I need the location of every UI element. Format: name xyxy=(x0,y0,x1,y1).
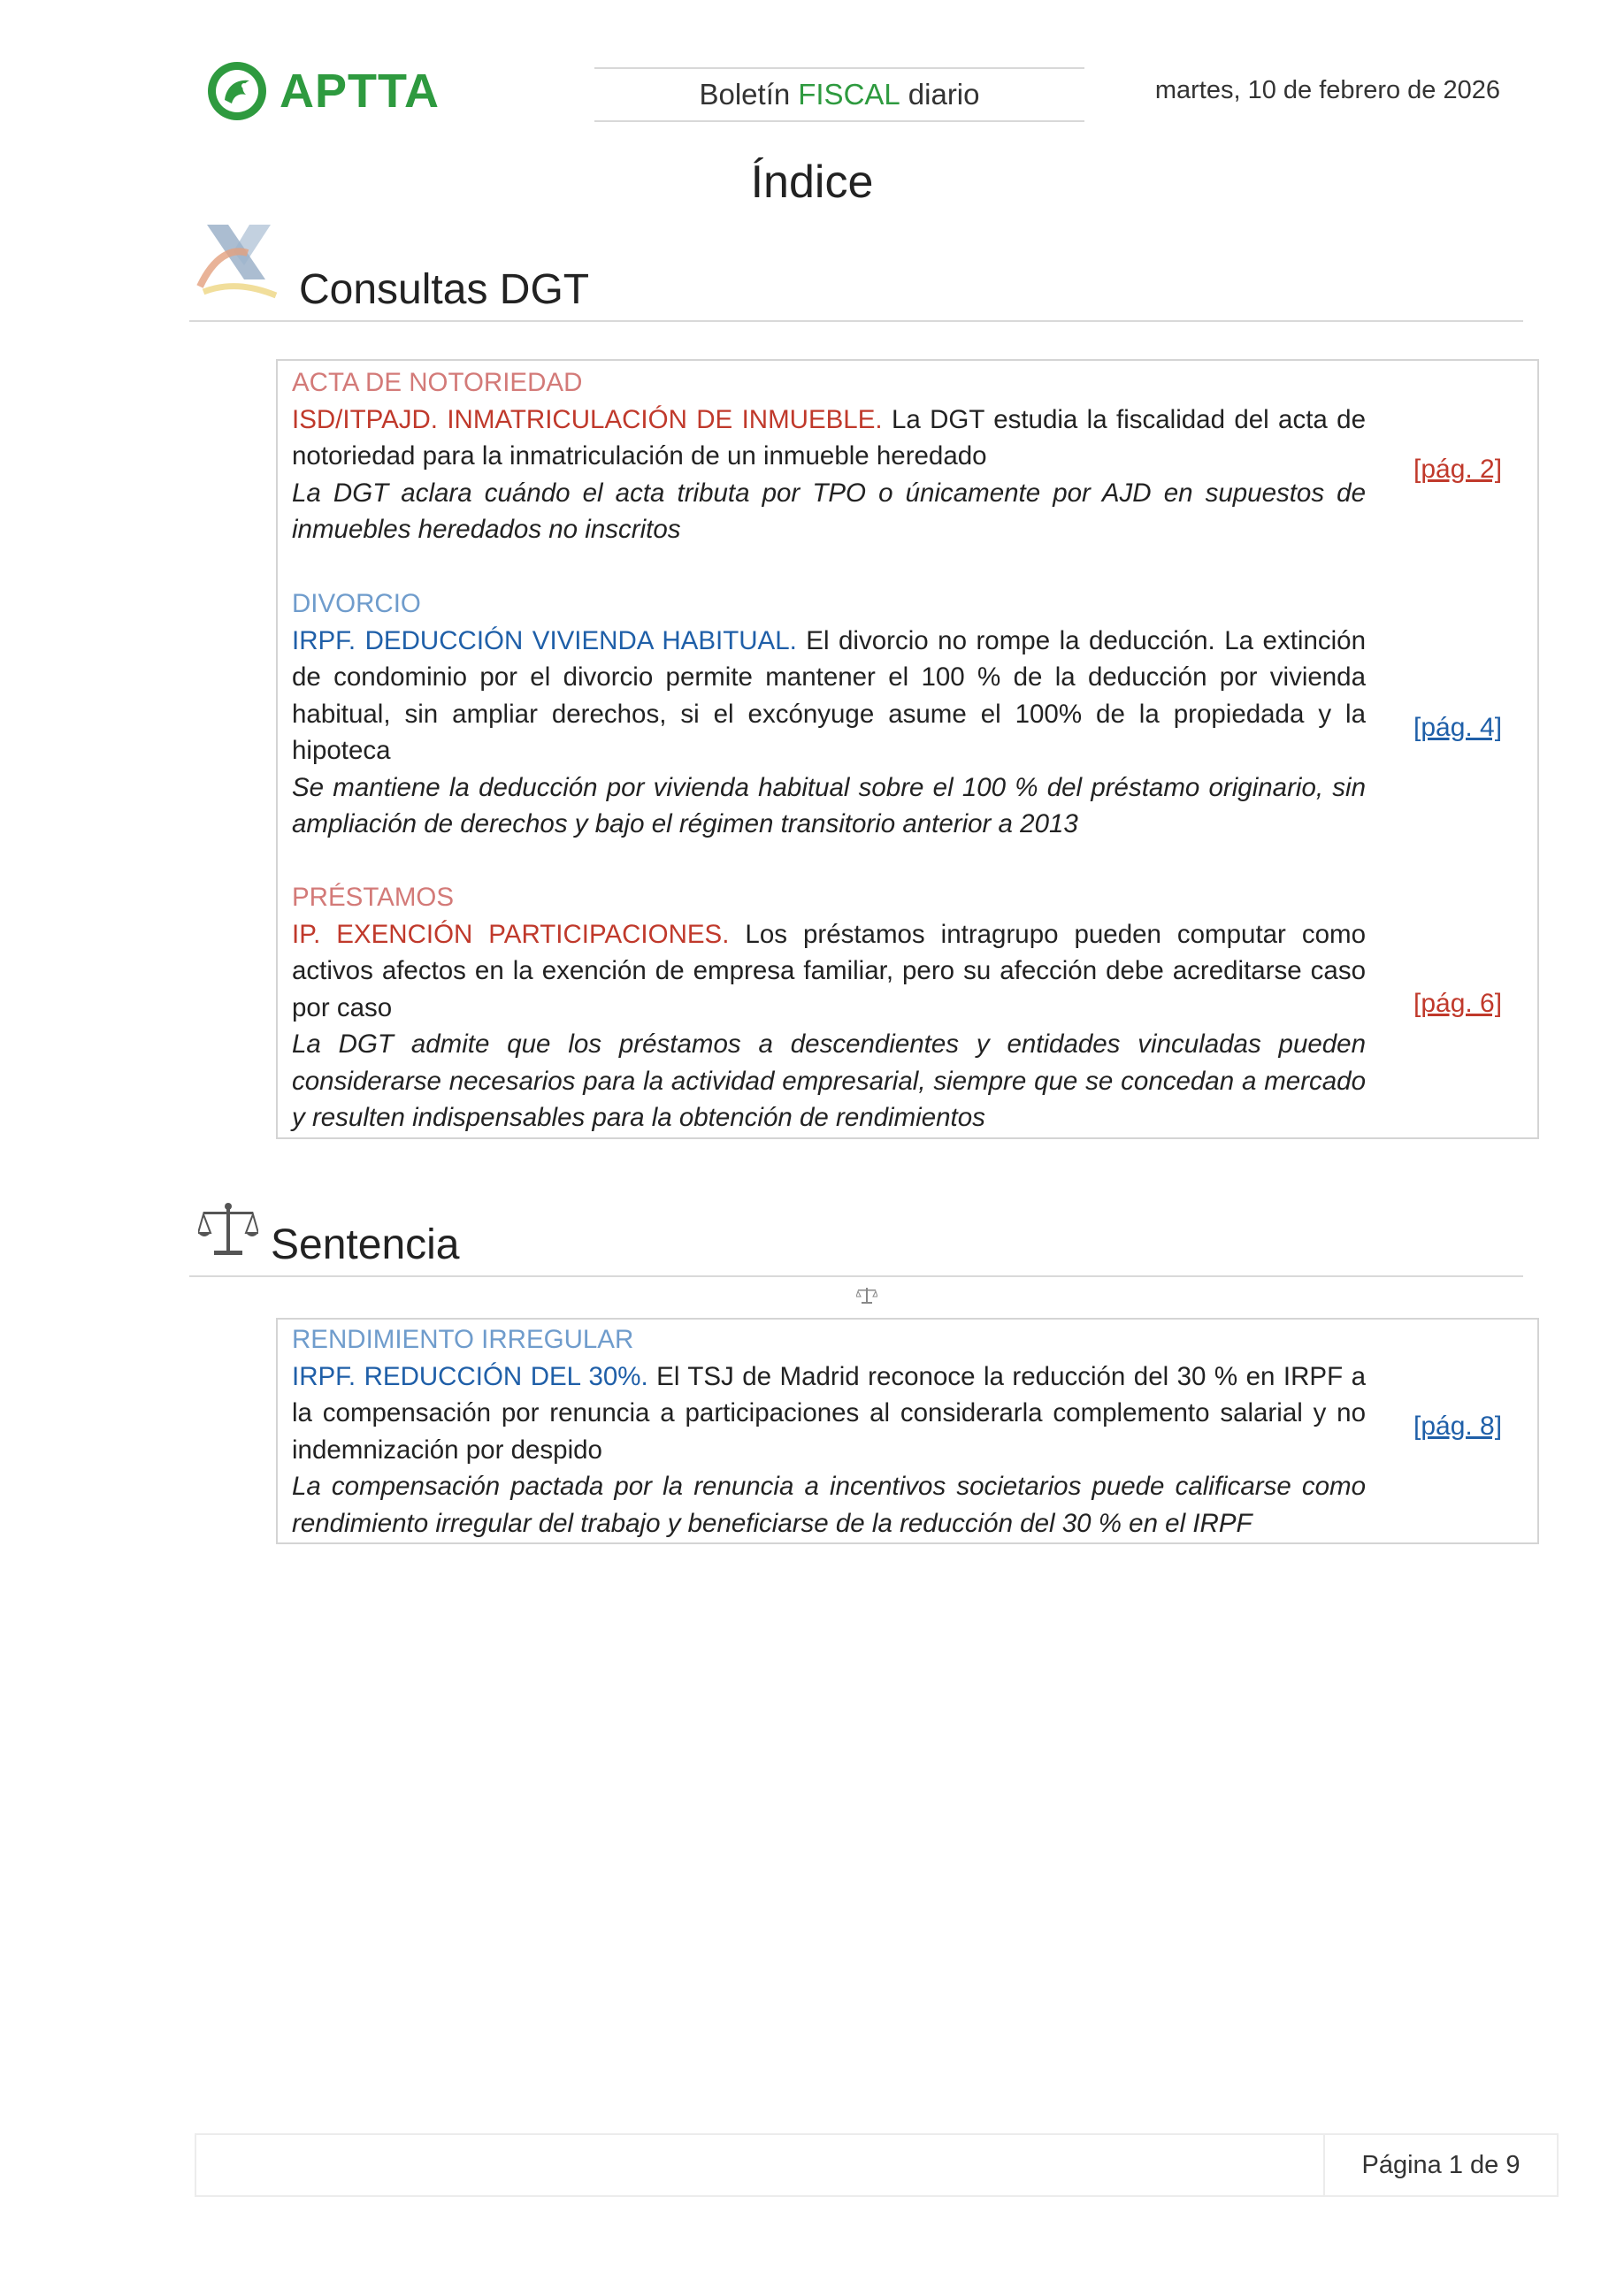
entry-headline: IRPF. DEDUCCIÓN VIVIENDA HABITUAL. xyxy=(292,625,797,655)
footer-left-cell xyxy=(195,2133,1325,2197)
entry-summary: La compensación pactada por la renuncia a incentivos societarios puede calificarse como rendimiento irregular del trabajo y beneficiarse de la reducción del 30 % en el IRPF xyxy=(292,1472,1366,1538)
section-title-sentencia: Sentencia xyxy=(271,1221,460,1268)
section-title-consultas-dgt: Consultas DGT xyxy=(299,266,590,313)
bulletin-date: martes, 10 de febrero de 2026 xyxy=(1154,76,1500,104)
entry-summary: La DGT admite que los préstamos a descendientes y entidades vinculadas pueden considerarse necesarios para la actividad empresarial, siempre que se concedan a mercado y resulten indispensables para la obtención de rendimientos xyxy=(292,1029,1366,1132)
entry-headline: IP. EXENCIÓN PARTICIPACIONES. xyxy=(292,919,730,949)
entry-headline: ISD/ITPAJD. INMATRICULACIÓN DE INMUEBLE. xyxy=(292,404,883,434)
aptta-logo xyxy=(205,57,462,126)
scales-of-justice-icon xyxy=(198,1201,258,1258)
entry-divorcio xyxy=(292,585,1366,843)
entry-category: ACTA DE NOTORIEDAD xyxy=(292,368,583,397)
page-link-2[interactable]: [pág. 2] xyxy=(1413,455,1503,484)
entry-acta-notoriedad xyxy=(292,364,1366,548)
entry-category: PRÉSTAMOS xyxy=(292,883,455,912)
entry-headline: IRPF. REDUCCIÓN DEL 30%. xyxy=(292,1361,648,1391)
small-scales-icon xyxy=(856,1286,877,1305)
index-title: Índice xyxy=(750,157,874,208)
bulletin-title-pre: Boletín xyxy=(699,78,791,111)
bulletin-title-fiscal: FISCAL xyxy=(798,78,900,111)
entry-summary: Se mantiene la deducción por vivienda habitual sobre el 100 % del préstamo originario, sin ampliación de derechos y bajo el régimen transitorio anterior a 2013 xyxy=(292,772,1366,838)
entry-text: El divorcio no rompe la deducción. La extinción de condominio por el divorcio permite mantener el 100 % de la deducción por vivienda habitual, sin ampliar derechos, si el excónyuge asume el 100% de la propiedada y la hipoteca xyxy=(292,625,1366,765)
entry-text: Los préstamos intragrupo pueden computar como activos afectos en la exención de empresa familiar, pero su afección debe acreditarse caso por caso xyxy=(292,919,1366,1022)
bulletin-title-post: diario xyxy=(908,78,980,111)
entry-rendimiento-irregular xyxy=(292,1321,1366,1542)
aptta-emblem-icon xyxy=(205,59,269,123)
entry-text: El TSJ de Madrid reconoce la reducción del 30 % en IRPF a la compensación por renuncia a participaciones al considerarla complemento salarial y no indemnización por despido xyxy=(292,1361,1366,1465)
page-link-4[interactable]: [pág. 4] xyxy=(1413,713,1503,742)
entry-category: RENDIMIENTO IRREGULAR xyxy=(292,1325,634,1354)
entry-text: La DGT estudia la fiscalidad del acta de notoriedad para la inmatriculación de un inmueble heredado xyxy=(292,404,1366,471)
entry-prestamos xyxy=(292,879,1366,1137)
section-divider xyxy=(189,320,1523,322)
logo-text: APTTA xyxy=(280,65,440,118)
section-divider xyxy=(189,1275,1523,1277)
bulletin-title xyxy=(594,67,1084,122)
page-link-8[interactable]: [pág. 8] xyxy=(1413,1412,1503,1441)
tax-agency-icon xyxy=(196,221,285,304)
page-link-6[interactable]: [pág. 6] xyxy=(1413,989,1503,1018)
entry-category: DIVORCIO xyxy=(292,589,421,618)
footer-page-number: Página 1 de 9 xyxy=(1323,2133,1559,2197)
entry-summary: La DGT aclara cuándo el acta tributa por TPO o únicamente por AJD en supuestos de inmuebles heredados no inscritos xyxy=(292,478,1366,544)
